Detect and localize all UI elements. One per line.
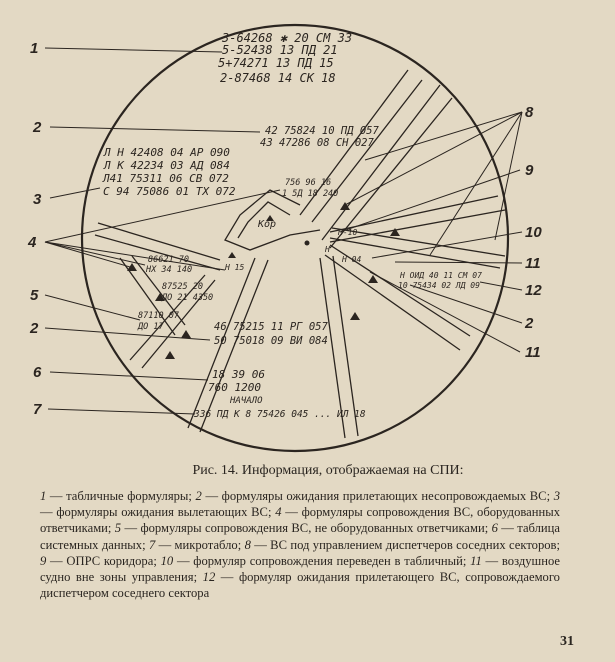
neighbor-sector-formular: [398, 271, 482, 290]
callout-number: 11: [525, 344, 541, 361]
formular-row: 86621 70: [148, 255, 189, 265]
formular-row: 756 96 16: [285, 178, 332, 188]
arrival-wait-formulars: [260, 125, 379, 149]
altitude-label: Н 04: [342, 255, 362, 264]
legend-item: 9 — ОПРС коридора;: [40, 553, 161, 568]
legend-item: 2 — формуляры ожидания прилетающих несопровождаемых ВС;: [195, 489, 554, 503]
formular-row: 46 75215 11 РГ 057: [214, 321, 328, 333]
left-callout-numbers: [27, 40, 42, 418]
callout-number: 2: [30, 320, 39, 337]
legend-item: 12 — формуляр ожидания прилетающего ВС, сопровождаемого диспетчером соседнего сектора: [40, 570, 560, 601]
arrival-wait-formulars-2: [214, 321, 328, 347]
formular-row: Л41 75311 06 СВ 072: [103, 172, 229, 185]
formular-row: 10 75434 02 ЛД 09: [398, 281, 480, 290]
legend-item: 3 — формуляры ожидания вылетающих ВС;: [40, 489, 561, 520]
figure-legend: [40, 488, 560, 601]
formular-row: С 94 75086 01 ТХ 072: [103, 185, 236, 198]
microtablo: 336 ПД К 8 75426 045 ... ИЛ 18: [194, 409, 366, 420]
legend-item: 4 — формуляры сопровождения ВС, оборудованных ответчиками;: [40, 505, 560, 536]
page-number: 31: [560, 634, 574, 649]
legend-item: 8 — ВС под управлением диспетчеров соседних секторов;: [244, 537, 560, 552]
legend-item: 10 — формуляр сопровождения переведен в табличный;: [160, 553, 471, 568]
tabular-row: 5+74271 13 ПД 15: [218, 56, 334, 70]
formular-row: 43 47286 08 СН 027: [260, 137, 374, 149]
system-data-table: [208, 368, 265, 406]
altitude-label: Н 15: [225, 263, 245, 272]
formular-row: 1 5Д 18 240: [282, 189, 339, 199]
callout-number: 7: [33, 401, 42, 418]
formular-row: 87525 20: [162, 282, 203, 292]
system-row: 18 39 06: [212, 368, 265, 381]
callout-number: 8: [525, 104, 534, 121]
formular-row: 42 75824 10 ПД 057: [265, 125, 379, 137]
formular-row: Н ОИД 40 11 СМ 07: [400, 271, 482, 280]
formular-row: ДО 21 4350: [162, 293, 214, 303]
legend-item: 1 — табличные формуляры;: [40, 489, 196, 503]
departure-wait-formulars: [102, 146, 236, 198]
formular-row: Л К 42234 03 АД 084: [104, 159, 230, 172]
callout-number: 6: [33, 364, 42, 381]
right-callout-numbers: [524, 104, 542, 361]
callout-number: 1: [30, 40, 39, 57]
formular-row: 50 75018 09 ВИ 084: [214, 335, 328, 347]
formular-row: НХ 34 140: [146, 265, 193, 275]
callout-number: 2: [525, 315, 534, 332]
altitude-label: Н-10: [338, 228, 358, 237]
legend-item: 5 — формуляры сопровождения ВС, не оборудованных ответчиками;: [114, 521, 492, 536]
track-formulars: [137, 178, 338, 332]
callout-number: 12: [525, 282, 542, 299]
system-row: 760 1200: [208, 381, 261, 394]
callout-number: 5: [30, 287, 39, 304]
legend-item: 11 — воздушное судно вне зоны управления;: [40, 553, 560, 585]
callout-number: 11: [525, 255, 541, 272]
callout-number: 9: [525, 162, 534, 179]
callout-number: 10: [525, 224, 542, 241]
legend-item: 6 — таблица системных данных;: [40, 521, 560, 552]
left-leader-lines: [45, 48, 280, 414]
callout-number: 2: [33, 119, 42, 136]
formular-row: Л Н 42408 04 АР 090: [104, 146, 230, 159]
formular-row: ДО 17: [138, 322, 164, 332]
corridor-label: Кор: [258, 219, 277, 230]
tabular-row: 5-52438 13 ПД 21: [222, 43, 338, 57]
legend-item: 7 — микротабло;: [148, 537, 245, 552]
tabular-formulars: [218, 31, 352, 85]
tabular-row: 2-87468 14 СК 18: [220, 71, 336, 85]
system-start-label: НАЧАЛО: [230, 396, 263, 406]
formular-row: 87110 07: [138, 311, 179, 321]
figure-caption: Рис. 14. Информация, отображаемая на СПИ:: [192, 463, 464, 478]
callout-number: 3: [33, 191, 42, 208]
callout-number: 4: [28, 234, 37, 251]
tabular-row: 3-64268 ✱ 20 СМ 33: [222, 31, 353, 45]
altitude-label: Н: [325, 245, 330, 254]
